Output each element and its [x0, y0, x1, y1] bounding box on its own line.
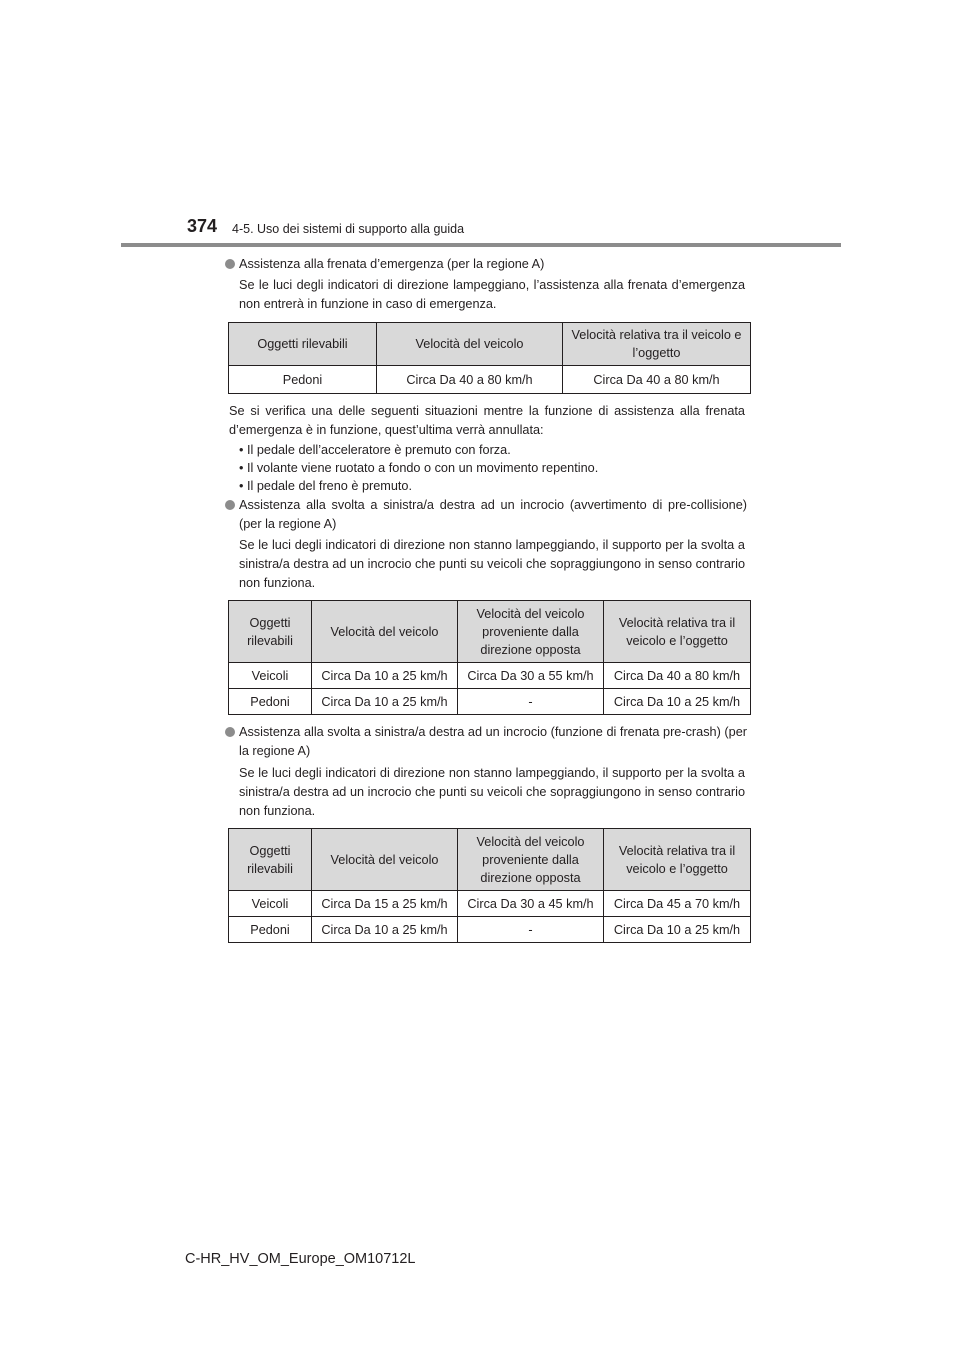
table-cell: - — [458, 917, 604, 943]
bullet-dot-icon — [225, 727, 235, 737]
table-cell: - — [458, 689, 604, 715]
header-cell: Velocità del veicolo — [312, 829, 458, 891]
page-header — [0, 0, 960, 250]
cancel-intro: Se si verifica una delle seguenti situazioni mentre la funzione di assistenza alla frenata d’emergenza è in funzione, quest’ultima verrà annullata: — [229, 404, 745, 437]
note-turn-assist-warning: Se le luci degli indicatori di direzione non stanno lampeggiando, il supporto per la svolta a sinistra/a destra ad un incrocio che punti su veicoli che sopraggiungono in senso contrario non funziona. — [239, 538, 745, 590]
header-cell: Velocità del veicolo — [377, 323, 563, 366]
table-cell: Veicoli — [229, 891, 312, 917]
table-cell: Circa Da 10 a 25 km/h — [604, 917, 751, 943]
header-cell: Velocità del veicolo proveniente dalla direzione opposta — [458, 601, 604, 663]
header-cell: Velocità relativa tra il veicolo e l’oggetto — [604, 601, 751, 663]
table-cell: Veicoli — [229, 663, 312, 689]
section-title: 4-5. Uso dei sistemi di supporto alla guida — [232, 222, 465, 236]
table-cell: Circa Da 10 a 25 km/h — [312, 917, 458, 943]
table-cell: Circa Da 30 a 55 km/h — [458, 663, 604, 689]
bullet-turn-assist-brake: Assistenza alla svolta a sinistra/a destra ad un incrocio (funzione di frenata pre-crash) (per la regione A) — [225, 723, 747, 761]
table-cell: Circa Da 40 a 80 km/h — [377, 366, 563, 394]
bullet-dot-icon — [225, 259, 235, 269]
table-cell: Circa Da 30 a 45 km/h — [458, 891, 604, 917]
table-row — [229, 689, 751, 715]
table-row — [229, 917, 751, 943]
cancel-item: • Il pedale del freno è premuto. — [239, 479, 413, 493]
header-cell: Oggetti rilevabili — [229, 323, 377, 366]
table-row — [229, 663, 751, 689]
document-code: C-HR_HV_OM_Europe_OM10712L — [185, 1251, 416, 1267]
page-number: 374 — [187, 216, 218, 236]
table-cell: Circa Da 10 a 25 km/h — [604, 689, 751, 715]
table-header-row — [229, 829, 751, 891]
table-emergency-brake-assist — [228, 322, 751, 394]
table-turn-assist-brake — [228, 828, 751, 943]
table-cell: Circa Da 45 a 70 km/h — [604, 891, 751, 917]
table-cell: Pedoni — [229, 917, 312, 943]
table-cell: Circa Da 40 a 80 km/h — [563, 366, 751, 394]
table-cell: Circa Da 15 a 25 km/h — [312, 891, 458, 917]
bullet-emergency-brake-assist: Assistenza alla frenata d’emergenza (per la regione A) — [225, 255, 747, 274]
header-divider — [121, 243, 841, 247]
header-cell: Oggetti rilevabili — [229, 829, 312, 891]
table-turn-assist-warning — [228, 600, 751, 715]
table-cell: Circa Da 40 a 80 km/h — [604, 663, 751, 689]
note-turn-assist-brake: Se le luci degli indicatori di direzione non stanno lampeggiando, il supporto per la svolta a sinistra/a destra ad un incrocio che punti su veicoli che sopraggiungono in senso contrario non funziona. — [239, 766, 745, 818]
cancel-item: • Il volante viene ruotato a fondo o con un movimento repentino. — [239, 461, 599, 475]
table-row — [229, 891, 751, 917]
cancel-item: • Il pedale dell’acceleratore è premuto con forza. — [239, 443, 511, 457]
table-cell: Circa Da 10 a 25 km/h — [312, 689, 458, 715]
header-cell: Velocità relativa tra il veicolo e l’oggetto — [604, 829, 751, 891]
table-cell: Pedoni — [229, 689, 312, 715]
bullet-dot-icon — [225, 500, 235, 510]
table-header-row — [229, 323, 751, 366]
bullet-turn-assist-warning: Assistenza alla svolta a sinistra/a destra ad un incrocio (avvertimento di pre-collisione) (per la regione A) — [225, 496, 747, 534]
header-cell: Velocità del veicolo — [312, 601, 458, 663]
table-header-row — [229, 601, 751, 663]
header-cell: Velocità del veicolo proveniente dalla direzione opposta — [458, 829, 604, 891]
table-cell: Pedoni — [229, 366, 377, 394]
header-cell: Oggetti rilevabili — [229, 601, 312, 663]
table-cell: Circa Da 10 a 25 km/h — [312, 663, 458, 689]
header-cell: Velocità relativa tra il veicolo e l’oggetto — [563, 323, 751, 366]
note-emergency-brake-assist: Se le luci degli indicatori di direzione lampeggiano, l’assistenza alla frenata d’emergenza non entrerà in funzione in caso di emergenza. — [239, 278, 745, 311]
table-row — [229, 366, 751, 394]
